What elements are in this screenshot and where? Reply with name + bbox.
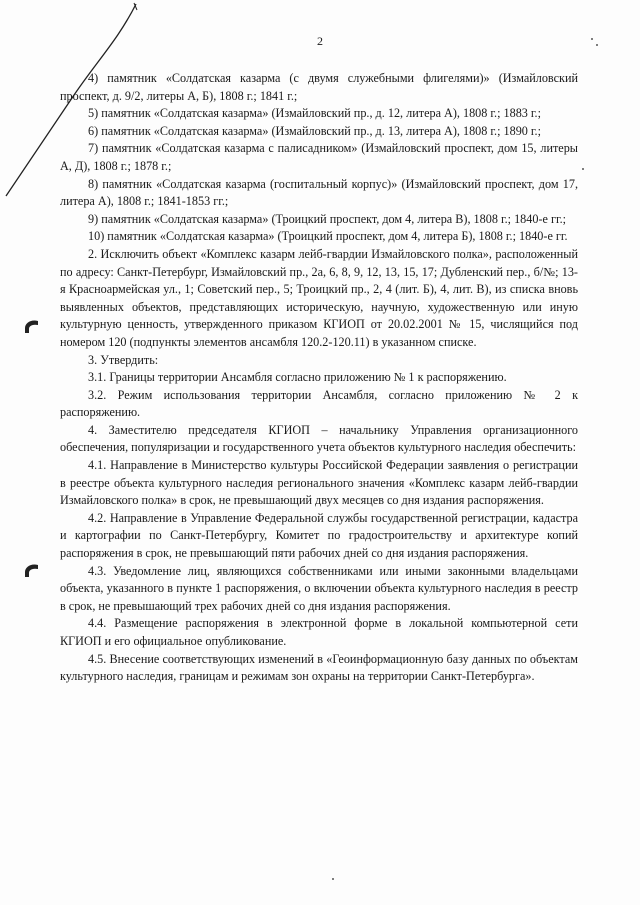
clause-4-5-geoinformation-update: 4.5. Внесение соответствующих изменений в «Геоинформационную базу данных по объектам культурного наследия, границам и режимам зон охраны на территории Санкт-Петербурга». — [60, 651, 578, 684]
list-item-monument-9: 9) памятник «Солдатская казарма» (Троицкий проспект, дом 4, литера В), 1808 г.; 1840-е гг.; — [88, 211, 567, 226]
list-item-monument-5: 5) памятник «Солдатская казарма» (Измайловский пр., д. 12, литера А), 1808 г.; 1883 г.; — [88, 106, 541, 121]
clause-3-1-territory-borders: 3.1. Границы территории Ансамбля согласно приложению № 1 к распоряжению. — [88, 370, 507, 385]
clause-3-approve: 3. Утвердить: — [88, 352, 159, 367]
list-item-monument-10: 10) памятник «Солдатская казарма» (Троицкий проспект, дом 4, литера Б), 1808 г.; 1840-е гг. — [88, 229, 568, 244]
list-item-monument-6: 6) памятник «Солдатская казарма» (Измайловский пр., д. 13, литера А), 1808 г.; 1890 г.; — [88, 123, 541, 138]
clause-4-2-registration-service: 4.2. Направление в Управление Федеральной службы государственной регистрации, кадастра и картографии по Санкт-Петербургу, Комитет по градостроительству и архитектуре копий распоряжения в срок, не превышающий пяти рабочих дней со дня издания распоряжения. — [60, 510, 578, 561]
list-item-monument-4: 4) памятник «Солдатская казарма (с двумя служебными флигелями)» (Измайловский проспект, д. 9/2, литеры А, Б), 1808 г.; 1841 г.; — [60, 71, 578, 103]
clause-4-deputy-chairman: 4. Заместителю председателя КГИОП – начальнику Управления организационного обеспечения, популяризации и государственного учета объектов культурного наследия обеспечить: — [60, 422, 578, 455]
page-number: 2 — [317, 34, 323, 48]
clause-4-3-owner-notification: 4.3. Уведомление лиц, являющихся собственниками или иными законными владельцами объекта, указанного в пункте 1 распоряжения, о включении объекта культурного наследия в реестр в срок, не превышающий трех рабочих дней со дня издания распоряжения. — [60, 563, 578, 613]
punch-hole-mark-bottom — [22, 562, 40, 580]
punch-hole-mark-top — [22, 318, 40, 336]
clause-4-4-electronic-publication: 4.4. Размещение распоряжения в электронной форме в локальной компьютерной сети КГИОП и его официальное опубликование. — [60, 616, 578, 648]
list-item-monument-7: 7) памятник «Солдатская казарма с палисадником» (Измайловский проспект, дом 15, литеры А, Д), 1808 г.; 1878 г.; — [60, 141, 578, 173]
scan-speck — [582, 168, 584, 170]
clause-4-1-ministry-submission: 4.1. Направление в Министерство культуры Российской Федерации заявления о регистрации в реестре объекта культурного наследия регионального значения «Комплекс казарм лейб-гвардии Измайловского полка» в срок, не превышающий двух месяцев со дня издания распоряжения. — [60, 458, 578, 508]
list-item-monument-8: 8) памятник «Солдатская казарма (госпитальный корпус)» (Измайловский проспект, дом 17, литера А), 1808 г.; 1841-1853 гг.; — [60, 176, 578, 209]
clause-2-exclude-object: 2. Исключить объект «Комплекс казарм лейб-гвардии Измайловского полка», расположенный по адресу: Санкт-Петербург, Измайловский пр., 2а, 6, 8, 9, 12, 13, 15, 17; Дубленский пер., б/№; 13-я Красноармейская ул., 1; Советский пер., 5; Троицкий пр., 2, 4 (лит. Б), 4, лит. В), из списка вновь выявленных объектов, представляющих историческую, научную, художественную или иную культурную ценность, утвержденного приказом КГИОП от 20.02.2001 № 15, числящийся под номером 120 (подпункты элементов ансамбля 120.2-120.11) в указанном списке. — [60, 246, 578, 349]
scan-speck — [332, 878, 334, 880]
clause-3-2-territory-regime: 3.2. Режим использования территории Ансамбля, согласно приложению № 2 к распоряжению. — [60, 387, 578, 420]
document-body — [60, 70, 578, 686]
